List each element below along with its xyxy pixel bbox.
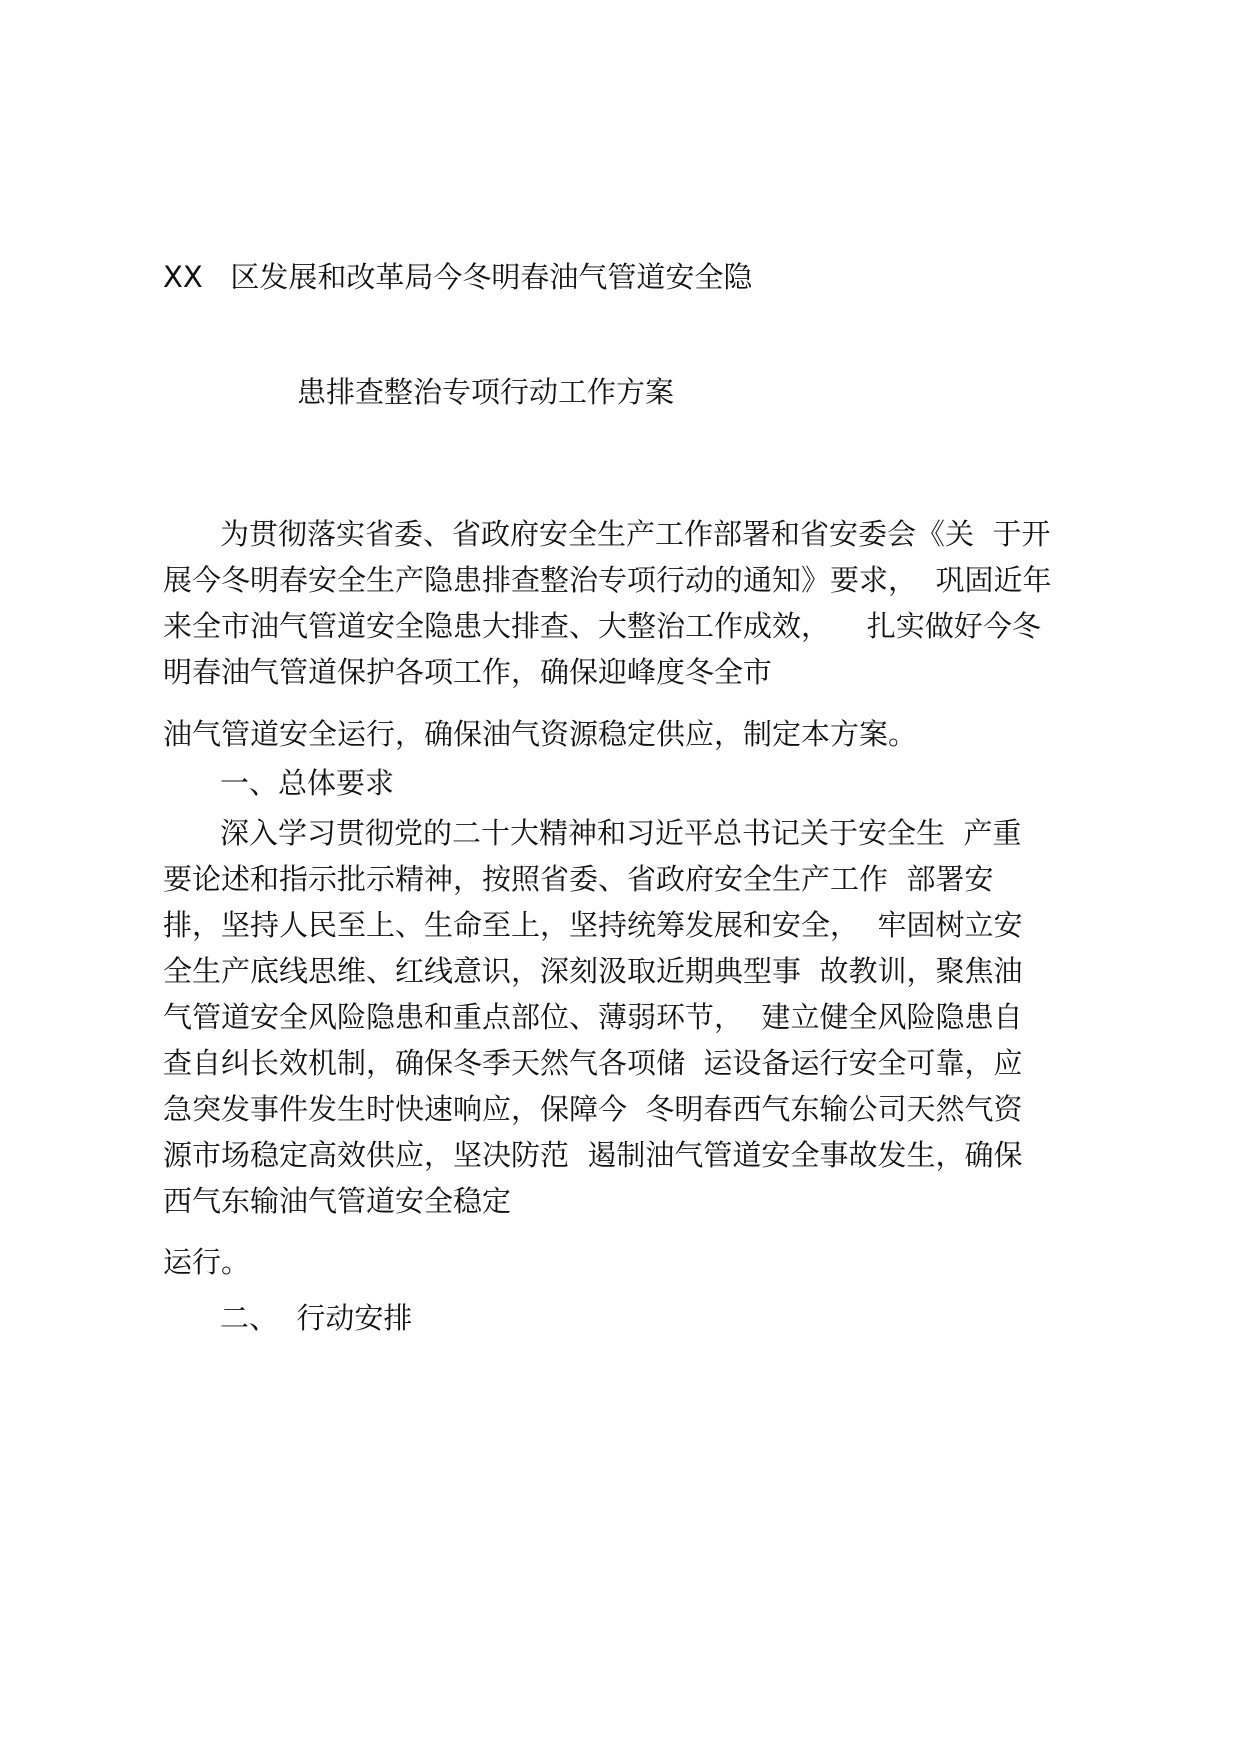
intro-paragraph-line: 油气管道安全运行，确保油气资源稳定供应，制定本方案。 — [163, 717, 918, 751]
section1-paragraph-line: 西气东输油气管道安全稳定 — [163, 1184, 512, 1218]
section1-paragraph-line: 排，坚持人民至上、生命至上，坚持统筹发展和安全， 牢固树立安 — [163, 908, 1023, 942]
intro-paragraph-line: 明春油气管道保护各项工作，确保迎峰度冬全市 — [163, 655, 773, 689]
section-heading-2: 二、 行动安排 — [220, 1301, 413, 1335]
document-title-line-2: 患排查整治专项行动工作方案 — [297, 375, 675, 409]
intro-paragraph-line: 展今冬明春安全生产隐患排查整治专项行动的通知》要求， 巩固近年 — [163, 563, 1052, 597]
document-title-line-1: XX 区发展和改革局今冬明春油气管道安全隐 — [163, 260, 753, 294]
section1-paragraph-line: 运行。 — [163, 1245, 251, 1279]
section-heading-1: 一、总体要求 — [220, 766, 395, 800]
section1-paragraph-line: 源市场稳定高效供应，坚决防范 遏制油气管道安全事故发生，确保 — [163, 1138, 1023, 1172]
section1-paragraph-line: 急突发事件发生时快速响应，保障今 冬明春西气东输公司天然气资 — [163, 1092, 1023, 1126]
section1-paragraph-line: 要论述和指示批示精神，按照省委、省政府安全生产工作 部署安 — [163, 862, 994, 896]
section1-paragraph-line: 查自纠长效机制，确保冬季天然气各项储 运设备运行安全可靠，应 — [163, 1046, 1023, 1080]
section1-paragraph-line: 深入学习贯彻党的二十大精神和习近平总书记关于安全生 产重 — [220, 816, 1022, 850]
section1-paragraph-line: 气管道安全风险隐患和重点部位、薄弱环节， 建立健全风险隐患自 — [163, 1000, 1023, 1034]
intro-paragraph-line: 为贯彻落实省委、省政府安全生产工作部署和省安委会《关 于开 — [220, 517, 1051, 551]
section1-paragraph-line: 全生产底线思维、红线意识，深刻汲取近期典型事 故教训，聚焦油 — [163, 954, 1023, 988]
intro-paragraph-line: 来全市油气管道安全隐患大排查、大整治工作成效， 扎实做好今冬 — [163, 609, 1041, 643]
